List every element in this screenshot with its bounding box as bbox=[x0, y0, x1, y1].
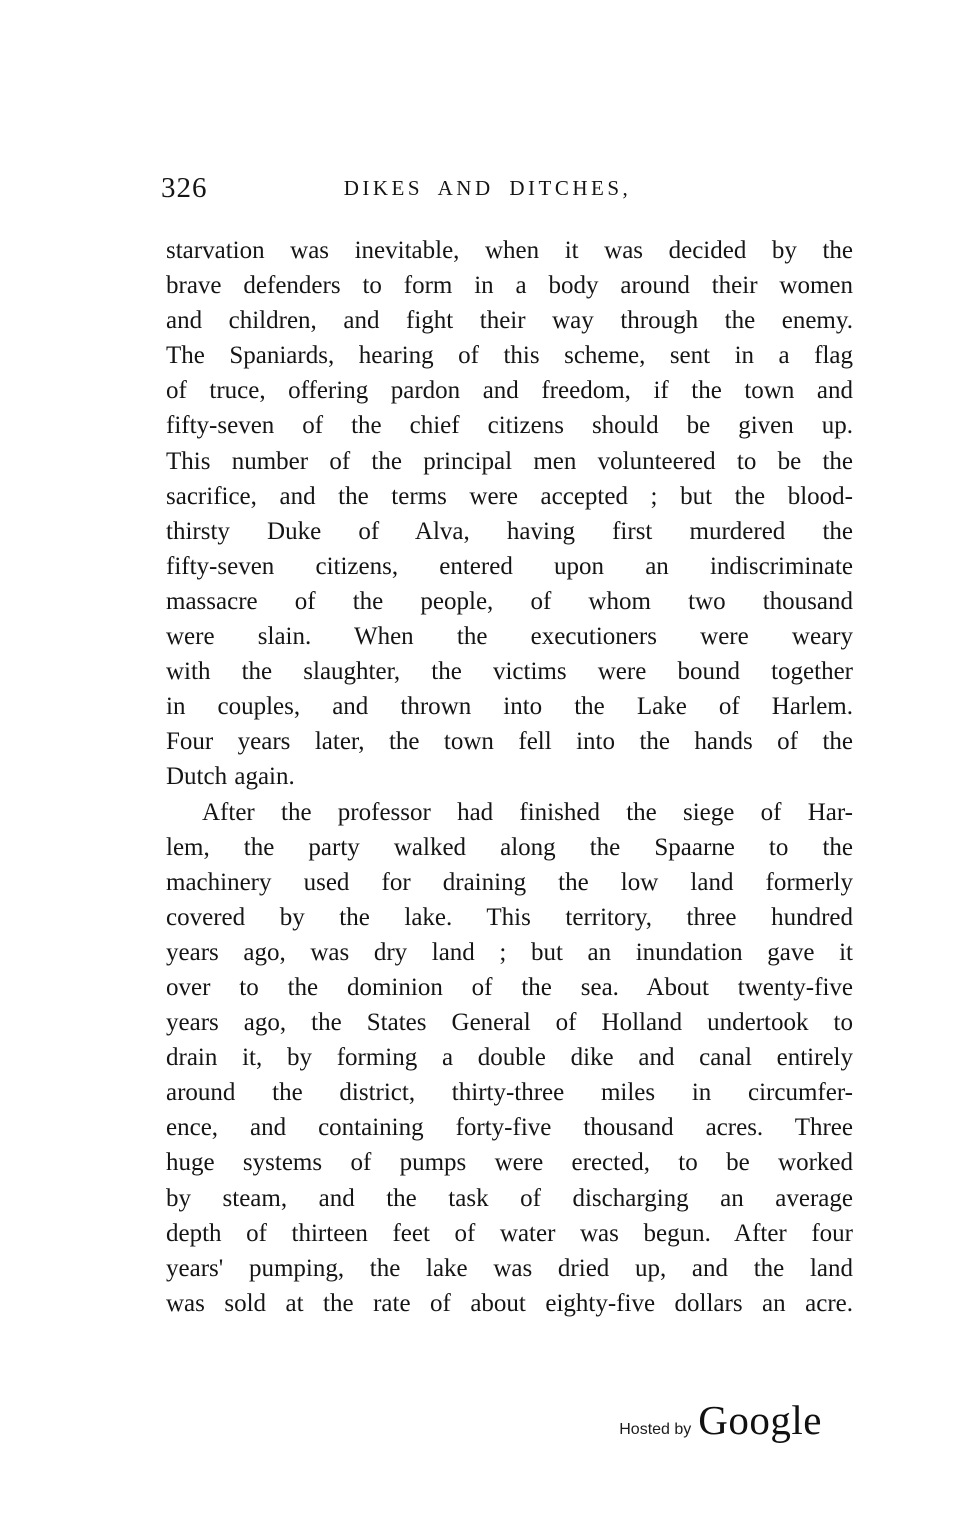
text-line: sacrifice, and the terms were accepted ; but the blood- bbox=[166, 482, 853, 510]
text-line: brave defenders to form in a body around their women bbox=[166, 272, 853, 300]
text-line: massacre of the people, of whom two thousand bbox=[166, 587, 853, 615]
text-line: starvation was inevitable, when it was decided by the bbox=[166, 237, 853, 264]
text-line: around the district, thirty-three miles in circumfer- bbox=[166, 1079, 853, 1107]
hosted-by-label: Hosted by bbox=[619, 1421, 692, 1438]
text-line: covered by the lake. This territory, three hundred bbox=[166, 903, 853, 931]
text-line: depth of thirteen feet of water was begun. After four bbox=[166, 1219, 853, 1247]
text-line: Four years later, the town fell into the hands of the bbox=[166, 728, 853, 756]
text-line: over to the dominion of the sea. About twenty-five bbox=[166, 973, 853, 1001]
text-line: The Spaniards, hearing of this scheme, sent in a flag bbox=[166, 342, 853, 370]
text-line: in couples, and thrown into the Lake of Harlem. bbox=[166, 693, 853, 721]
text-line: of truce, offering pardon and freedom, if the town and bbox=[166, 377, 853, 405]
text-line: by steam, and the task of discharging an average bbox=[166, 1184, 853, 1212]
text-line: machinery used for draining the low land formerly bbox=[166, 868, 853, 896]
text-line: fifty-seven citizens, entered upon an indiscriminate bbox=[166, 552, 853, 580]
body-text bbox=[166, 233, 853, 1321]
text-line: years ago, the States General of Holland undertook to bbox=[166, 1009, 853, 1037]
text-line: with the slaughter, the victims were bound together bbox=[166, 658, 853, 686]
text-line: ence, and containing forty-five thousand acres. Three bbox=[166, 1114, 853, 1142]
google-logo: Google bbox=[698, 1397, 822, 1443]
text-line: were slain. When the executioners were weary bbox=[166, 623, 853, 651]
text-line: years ago, was dry land ; but an inundation gave it bbox=[166, 938, 853, 966]
text-line: After the professor had finished the siege of Har- bbox=[202, 798, 853, 826]
text-line: fifty-seven of the chief citizens should be given up. bbox=[166, 412, 853, 440]
text-line: years' pumping, the lake was dried up, and the land bbox=[166, 1254, 853, 1282]
text-line: was sold at the rate of about eighty-five dollars an acre. bbox=[166, 1289, 853, 1317]
text-line: lem, the party walked along the Spaarne to the bbox=[166, 833, 853, 861]
running-header bbox=[0, 170, 975, 210]
text-line: Dutch again. bbox=[166, 763, 295, 791]
header-title: DIKES AND DITCHES, bbox=[343, 176, 632, 200]
google-books-watermark bbox=[619, 1396, 822, 1444]
text-line: huge systems of pumps were erected, to be worked bbox=[166, 1149, 853, 1177]
text-line: This number of the principal men volunteered to be the bbox=[166, 447, 853, 475]
page-number: 326 bbox=[161, 172, 208, 204]
text-line: drain it, by forming a double dike and canal entirely bbox=[166, 1044, 853, 1072]
text-line: and children, and fight their way through the enemy. bbox=[166, 307, 853, 335]
text-line: thirsty Duke of Alva, having first murdered the bbox=[166, 517, 853, 545]
